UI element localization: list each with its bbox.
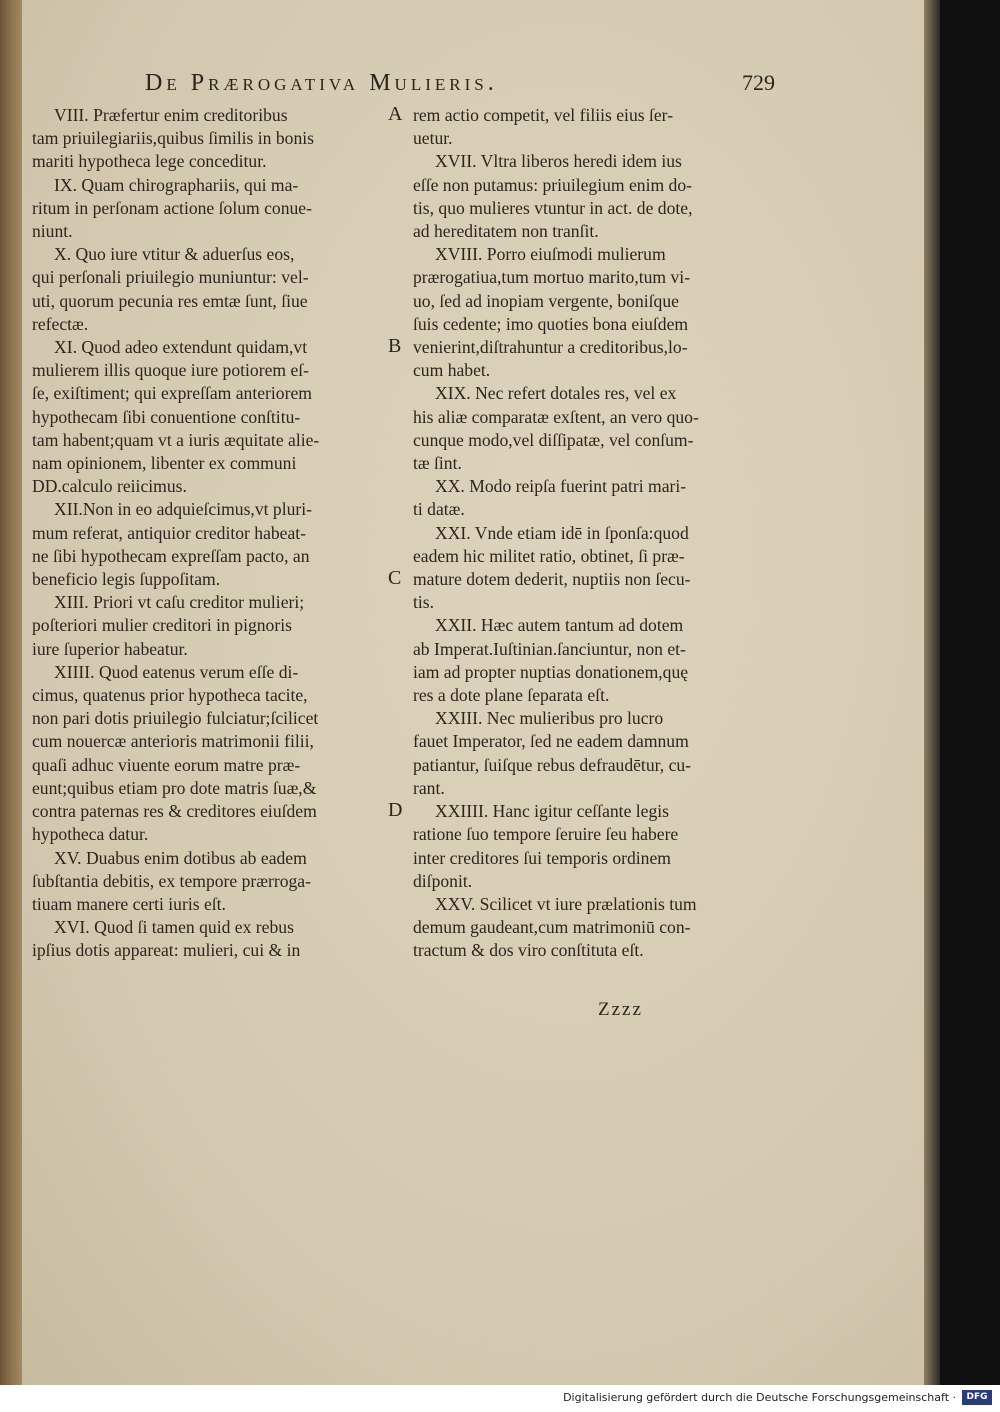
right-text-column bbox=[413, 104, 765, 963]
text-line: ritum in perſonam actione ſolum conue- bbox=[32, 197, 312, 218]
text-line: ſuis cedente; imo quoties bona eiuſdem bbox=[413, 313, 689, 334]
text-line: XXIII. Nec mulieribus pro lucro bbox=[435, 708, 664, 729]
text-line: cum habet. bbox=[413, 360, 491, 381]
text-line: ne ſibi hypothecam expreſſam pacto, an bbox=[32, 545, 310, 566]
text-line: ſe, exiſtiment; qui expreſſam anteriorem bbox=[32, 383, 312, 404]
text-line: VIII. Præfertur enim creditoribus bbox=[54, 105, 288, 125]
text-line: mulierem illis quoque iure potiorem eſ- bbox=[32, 360, 310, 381]
dfg-logo: DFG bbox=[962, 1390, 992, 1405]
text-line: mature dotem dederit, nuptiis non ſecu- bbox=[413, 569, 691, 590]
text-line: niunt. bbox=[32, 221, 73, 242]
text-line: poſteriori mulier creditori in pignoris bbox=[32, 615, 292, 636]
margin-marker: C bbox=[388, 567, 402, 589]
text-line: tractum & dos viro conſtituta eſt. bbox=[413, 940, 644, 961]
text-line: XXII. Hæc autem tantum ad dotem bbox=[435, 615, 684, 636]
text-line: XX. Modo reipſa fuerint patri mari- bbox=[435, 476, 687, 497]
text-line: iure ſuperior habeatur. bbox=[32, 638, 188, 659]
text-line: DD.calculo reiicimus. bbox=[32, 476, 187, 497]
text-line: XIIII. Quod eatenus verum eſſe di- bbox=[54, 661, 299, 682]
text-line: mariti hypotheca lege conceditur. bbox=[32, 151, 267, 172]
text-line: uetur. bbox=[413, 128, 453, 149]
text-line: cum nouercæ anterioris matrimonii filii, bbox=[32, 731, 314, 752]
text-line: XIX. Nec refert dotales res, vel ex bbox=[435, 383, 677, 404]
text-line: nam opinionem, libenter ex communi bbox=[32, 453, 297, 474]
text-line: fauet Imperator, ſed ne eadem damnum bbox=[413, 731, 689, 752]
text-line: ipſius dotis appareat: mulieri, cui & in bbox=[32, 940, 301, 961]
text-line: eunt;quibus etiam pro dote matris ſuæ,& bbox=[32, 777, 317, 798]
text-line: refectæ. bbox=[32, 313, 89, 334]
text-line: XVII. Vltra liberos heredi idem ius bbox=[435, 151, 682, 172]
text-line: XVIII. Porro eiuſmodi mulierum bbox=[435, 244, 666, 265]
text-line: X. Quo iure vtitur & aduerſus eos, bbox=[54, 244, 295, 265]
text-line: contra paternas res & creditores eiuſdem bbox=[32, 801, 317, 822]
text-line: XXI. Vnde etiam idē in ſponſa:quod bbox=[435, 522, 689, 543]
left-text-column bbox=[32, 104, 384, 963]
text-line: his aliæ comparatæ exſtent, an vero quo- bbox=[413, 406, 699, 427]
text-line: XI. Quod adeo extendunt quidam,vt bbox=[54, 337, 308, 358]
text-line: non pari dotis priuilegio fulciatur;ſcilicet bbox=[32, 708, 319, 729]
text-line: uti, quorum pecunia res emtæ ſunt, ſiue bbox=[32, 290, 308, 311]
text-line: tam habent;quam vt a iuris æquitate alie- bbox=[32, 429, 320, 450]
text-line: hypotheca datur. bbox=[32, 824, 149, 845]
text-line: venierint,diſtrahuntur a creditoribus,lo- bbox=[413, 337, 688, 358]
text-line: ratione ſuo tempore ſeruire ſeu habere bbox=[413, 824, 679, 845]
text-line: XXIIII. Hanc igitur ceſſante legis bbox=[435, 801, 670, 822]
text-line: qui perſonali priuilegio muniuntur: vel- bbox=[32, 267, 309, 288]
text-line: rant. bbox=[413, 777, 445, 798]
text-line: eſſe non putamus: priuilegium enim do- bbox=[413, 174, 693, 195]
page-number: 729 bbox=[742, 70, 775, 95]
text-line: tæ ſint. bbox=[413, 453, 462, 474]
page-edge bbox=[924, 0, 940, 1385]
text-line: ab Imperat.Iuſtinian.ſanciuntur, non et- bbox=[413, 638, 686, 659]
margin-marker: A bbox=[388, 103, 403, 125]
text-line: ti datæ. bbox=[413, 499, 465, 520]
text-line: inter creditores ſui temporis ordinem bbox=[413, 847, 671, 868]
text-line: demum gaudeant,cum matrimoniū con- bbox=[413, 917, 691, 938]
text-line: XII.Non in eo adquieſcimus,vt pluri- bbox=[54, 499, 312, 520]
book-spine bbox=[0, 0, 22, 1385]
text-line: XIII. Priori vt caſu creditor mulieri; bbox=[54, 592, 305, 613]
catchword: Zzzz bbox=[598, 999, 643, 1020]
text-line: prærogatiua,tum mortuo marito,tum vi- bbox=[413, 267, 691, 288]
text-line: rem actio competit, vel filiis eius ſer- bbox=[413, 105, 674, 125]
text-line: XVI. Quod ſi tamen quid ex rebus bbox=[54, 917, 294, 938]
footer-bar bbox=[0, 1385, 1000, 1412]
text-line: ſubſtantia debitis, ex tempore prærroga- bbox=[32, 870, 311, 891]
text-line: tis. bbox=[413, 592, 435, 613]
text-line: iam ad propter nuptias donationem,quę bbox=[413, 661, 689, 682]
text-line: diſponit. bbox=[413, 870, 473, 891]
text-line: eadem hic militet ratio, obtinet, ſi præ- bbox=[413, 545, 685, 566]
text-line: XV. Duabus enim dotibus ab eadem bbox=[54, 847, 307, 868]
margin-marker: D bbox=[388, 799, 403, 821]
text-line: ad hereditatem non tranſit. bbox=[413, 221, 599, 242]
text-line: cunque modo,vel diſſipatæ, vel conſum- bbox=[413, 429, 694, 450]
funding-notice: Digitalisierung gefördert durch die Deutsche Forschungsgemeinschaft · bbox=[563, 1391, 956, 1404]
running-header bbox=[145, 70, 775, 102]
text-line: cimus, quatenus prior hypotheca tacite, bbox=[32, 685, 308, 706]
text-line: IX. Quam chirographariis, qui ma- bbox=[54, 174, 299, 195]
text-line: tiuam manere certi iuris eſt. bbox=[32, 893, 226, 914]
text-line: tis, quo mulieres vtuntur in act. de dote, bbox=[413, 197, 693, 218]
text-line: patiantur, ſuiſque rebus defraudētur, cu- bbox=[413, 754, 692, 775]
text-line: quaſi adhuc viuente eorum matre præ- bbox=[32, 754, 301, 775]
text-line: tam priuilegiariis,quibus ſimilis in bonis bbox=[32, 128, 314, 149]
text-line: res a dote plane ſeparata eſt. bbox=[413, 685, 610, 706]
text-line: XXV. Scilicet vt iure prælationis tum bbox=[435, 893, 697, 914]
running-title: De Prærogativa Mulieris. bbox=[145, 70, 498, 96]
text-line: beneficio legis ſuppoſitam. bbox=[32, 569, 221, 590]
text-line: mum referat, antiquior creditor habeat- bbox=[32, 522, 307, 543]
margin-marker: B bbox=[388, 335, 402, 357]
text-line: uo, ſed ad inopiam vergente, boniſque bbox=[413, 290, 679, 311]
text-line: hypothecam ſibi conuentione conſtitu- bbox=[32, 406, 301, 427]
